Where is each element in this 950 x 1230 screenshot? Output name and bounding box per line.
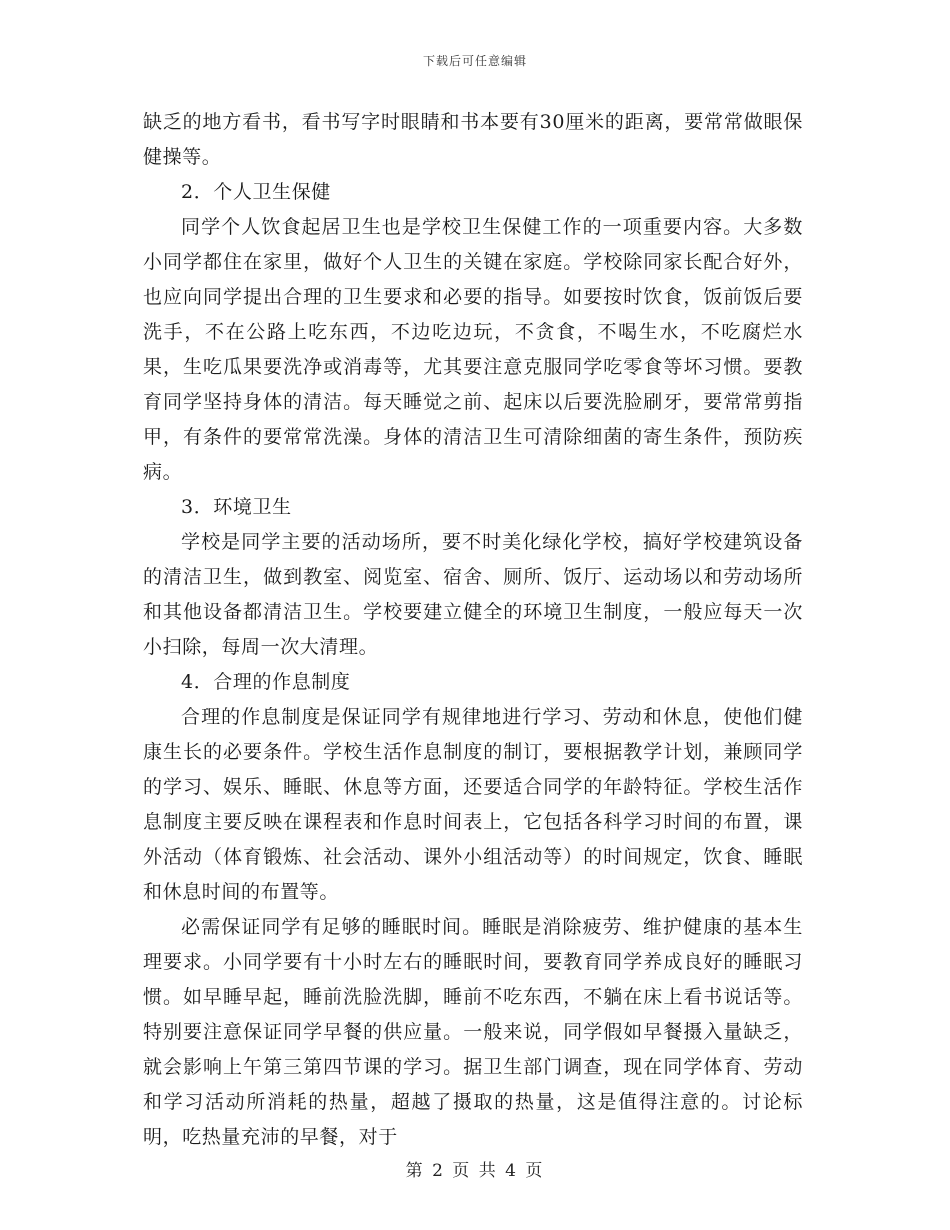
document-body	[143, 105, 803, 1155]
paragraph-sleep: 必需保证同学有足够的睡眠时间。睡眠是消除疲劳、维护健康的基本生理要求。小同学要有十小时左右的睡眠时间，要教育同学养成良好的睡眠习惯。如早睡早起，睡前洗脸洗脚，睡前不吃东西，不躺在床上看书说话等。特别要注意保证同学早餐的供应量。一般来说，同学假如早餐摄入量缺乏，就会影响上午第三第四节课的学习。据卫生部门调查，现在同学体育、劳动和学习活动所消耗的热量，超越了摄取的热量，这是值得注意的。讨论标明，吃热量充沛的早餐，对于	[143, 916, 803, 1148]
page-footer: 第 2 页 共 4 页	[405, 1161, 545, 1181]
paragraph-personal-hygiene: 同学个人饮食起居卫生也是学校卫生保健工作的一项重要内容。大多数小同学都住在家里，做好个人卫生的关键在家庭。学校除同家长配合好外，也应向同学提出合理的卫生要求和必要的指导。如要按时饮食，饭前饭后要洗手，不在公路上吃东西，不边吃边玩，不贪食，不喝生水，不吃腐烂水果，生吃瓜果要洗净或消毒等，尤其要注意克服同学吃零食等坏习惯。要教育同学坚持身体的清洁。每天睡觉之前、起床以后要洗脸刷牙，要常常剪指甲，有条件的要常常洗澡。身体的清洁卫生可清除细菌的寄生条件，预防疾病。	[143, 216, 803, 483]
page-header: 下载后可任意编辑	[422, 54, 527, 68]
paragraph-environment-hygiene: 学校是同学主要的活动场所，要不时美化绿化学校，搞好学校建筑设备的清洁卫生，做到教室、阅览室、宿舍、厕所、饭厅、运动场以和劳动场所和其他设备都清洁卫生。学校要建立健全的环境卫生制度，一般应每天一次小扫除，每周一次大清理。	[143, 531, 803, 658]
section-heading-environment-hygiene: 3．环境卫生	[181, 496, 292, 518]
section-heading-schedule: 4．合理的作息制度	[181, 671, 351, 693]
paragraph-continuation: 缺乏的地方看书，看书写字时眼睛和书本要有30厘米的距离，要常常做眼保健操等。	[143, 111, 803, 168]
section-heading-personal-hygiene: 2．个人卫生保健	[181, 181, 331, 203]
paragraph-schedule: 合理的作息制度是保证同学有规律地进行学习、劳动和休息，使他们健康生长的必要条件。学校生活作息制度的制订，要根据教学计划，兼顾同学的学习、娱乐、睡眠、休息等方面，还要适合同学的年龄特征。学校生活作息制度主要反映在课程表和作息时间表上，它包括各科学习时间的布置，课外活动（体育锻炼、社会活动、课外小组活动等）的时间规定，饮食、睡眠和休息时间的布置等。	[143, 706, 803, 903]
